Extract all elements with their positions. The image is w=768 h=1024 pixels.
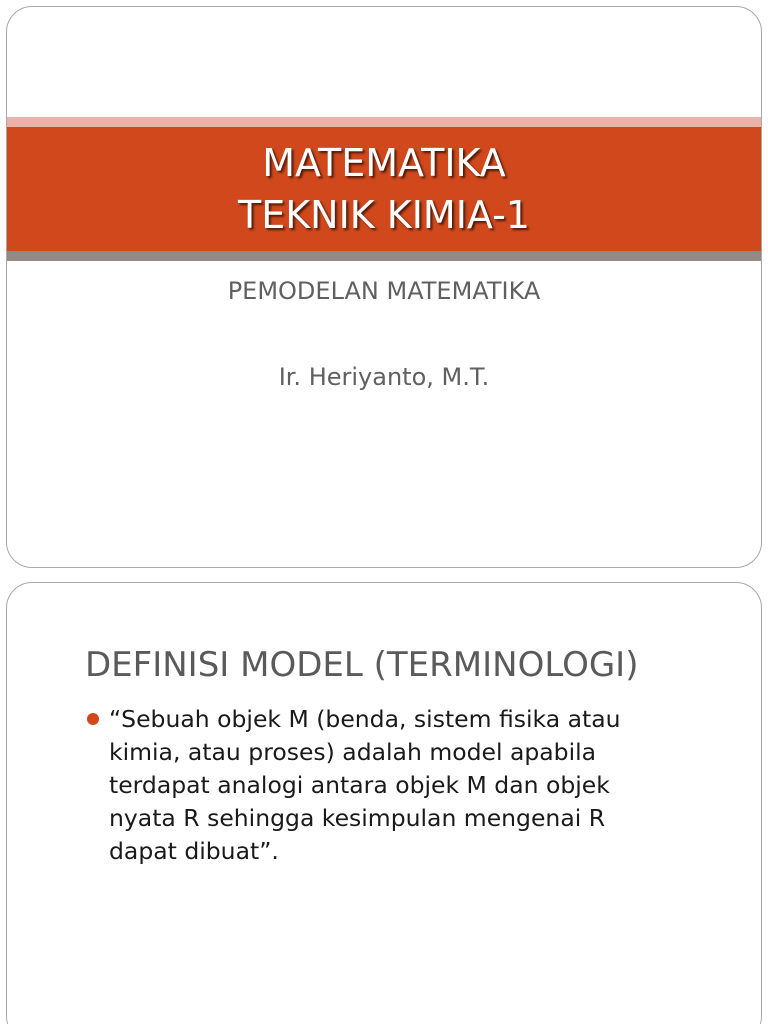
bullet-text-line: “Sebuah objek M (benda, sistem fisika atau (109, 705, 621, 733)
bullet-text-line: nyata R sehingga kesimpulan mengenai R (109, 804, 606, 832)
author-name: Ir. Heriyanto, M.T. (278, 363, 490, 391)
title-line-2: TEKNIK KIMIA-1 (238, 193, 530, 237)
title-band-bottom-stripe (7, 251, 761, 261)
definition-heading: DEFINISI MODEL (TERMINOLOGI) (85, 645, 639, 685)
title-band (7, 127, 761, 251)
bullet-item (87, 703, 737, 868)
title-band-top-stripe (7, 117, 761, 127)
bullet-text-line: terdapat analogi antara objek M dan objek (109, 771, 610, 799)
bullet-text-line: dapat dibuat”. (109, 837, 279, 865)
bullet-text (109, 703, 621, 868)
slide-subtitle: PEMODELAN MATEMATIKA (227, 277, 541, 305)
bullet-dot-icon (87, 713, 99, 725)
title-line-1: MATEMATIKA (262, 141, 506, 185)
bullet-text-line: kimia, atau proses) adalah model apabila (109, 738, 597, 766)
title-slide (6, 6, 762, 568)
definition-slide (6, 582, 762, 1024)
